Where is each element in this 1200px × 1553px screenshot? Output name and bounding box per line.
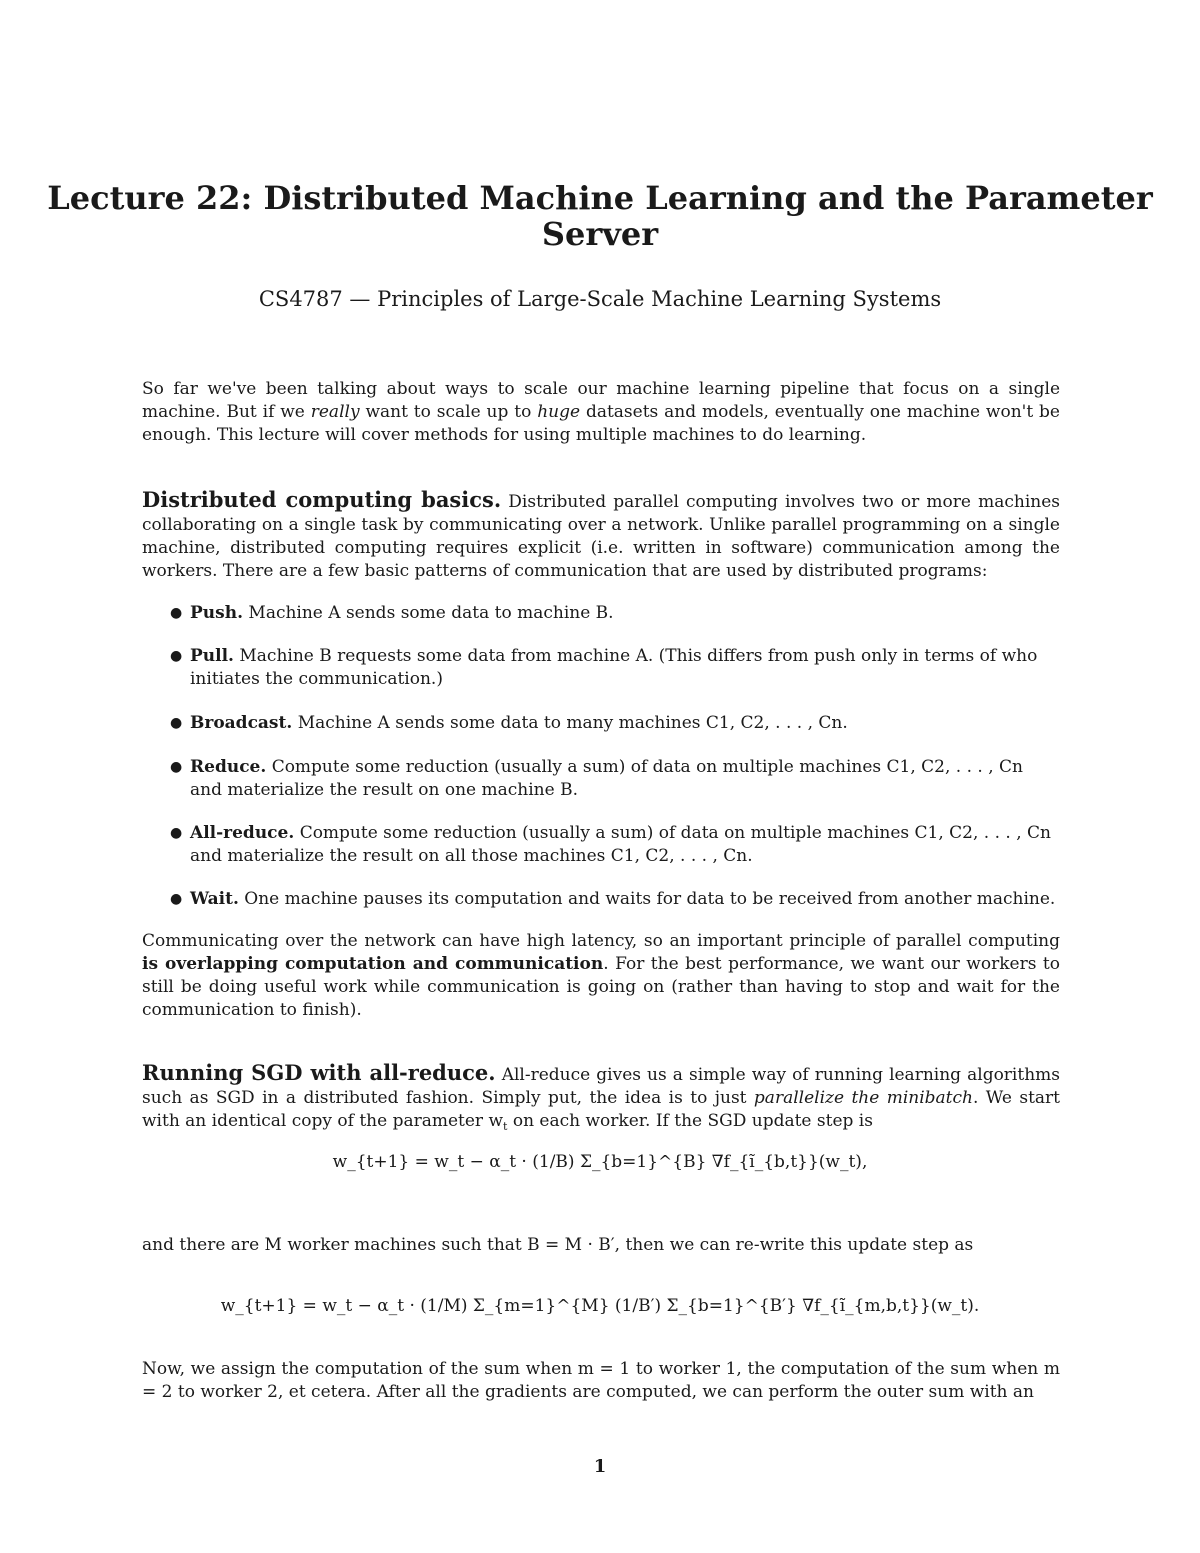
- section-sgd-allreduce: [142, 1061, 1060, 1138]
- list-item: [142, 756, 1060, 802]
- list-item: [142, 712, 1060, 735]
- bullet-icon: ●: [170, 891, 183, 907]
- intro-paragraph: [142, 378, 1060, 447]
- overlap-text-1: Communicating over the network can have high latency, so an important principle of parallel computing: [142, 931, 1060, 951]
- list-item-label: Broadcast.: [190, 713, 293, 733]
- list-item-text: One machine pauses its computation and waits for data to be received from another machine.: [244, 889, 1056, 909]
- list-item: [142, 602, 1060, 625]
- closing-text: Now, we assign the computation of the sum when m = 1 to worker 1, the computation of the sum when m = 2 to worker 2, et cetera. After all the gradients are computed, we can perform the outer sum with an: [142, 1359, 1060, 1402]
- mid-text: and there are M worker machines such that B = M · B′, then we can re-write this update step as: [142, 1235, 974, 1255]
- page-subtitle: CS4787 — Principles of Large-Scale Machine Learning Systems: [258, 287, 942, 311]
- overlap-paragraph: [142, 930, 1060, 1022]
- intro-emphasis-really: really: [310, 402, 360, 422]
- list-item-label: Wait.: [190, 889, 239, 909]
- overlap-bold: is overlapping computation and communication: [142, 954, 604, 974]
- section-text-2: . We start with an identical copy of the parameter w: [142, 1088, 1060, 1131]
- list-item-text: Machine A sends some data to machine B.: [248, 603, 614, 623]
- bullet-icon: ●: [170, 605, 183, 621]
- section-distributed-basics: [142, 488, 1060, 583]
- page-title: Lecture 22: Distributed Machine Learning and the Parameter Server: [47, 179, 1153, 253]
- equation-text: w_{t+1} = w_t − α_t · (1/B) Σ_{b=1}^{B} ∇f_{ĩ_{b,t}}(w_t),: [332, 1152, 868, 1172]
- section-text-3: on each worker. If the SGD update step is: [507, 1111, 873, 1131]
- equation-sgd-update: [0, 1152, 1200, 1172]
- intro-text-1: So far we've been talking about ways to scale our machine learning pipeline that focus on a single machine. But if we: [142, 379, 1060, 422]
- section-text-1: All-reduce gives us a simple way of running learning algorithms such as SGD in a distributed fashion. Simply put, the idea is to just: [142, 1065, 1060, 1108]
- list-item-text: Compute some reduction (usually a sum) of data on multiple machines C1, C2, . . . , Cn and materialize the result on all those machines C1, C2, . . . , Cn.: [190, 823, 1051, 866]
- intro-text-3: datasets and models, eventually one machine won't be enough. This lecture will cover methods for using multiple machines to do learning.: [142, 402, 1060, 445]
- page-number: 1: [593, 1456, 607, 1477]
- list-item-text: Machine B requests some data from machine A. (This differs from push only in terms of who initiates the communication.): [190, 646, 1038, 689]
- mid-paragraph: [142, 1234, 1060, 1257]
- list-item-text: Compute some reduction (usually a sum) of data on multiple machines C1, C2, . . . , Cn and materialize the result on one machine B.: [190, 757, 1023, 800]
- intro-text-2: want to scale up to: [359, 402, 538, 422]
- list-item: [142, 822, 1060, 868]
- bullet-icon: ●: [170, 715, 183, 731]
- equation-text: w_{t+1} = w_t − α_t · (1/M) Σ_{m=1}^{M} (1/B′) Σ_{b=1}^{B′} ∇f_{ĩ_{m,b,t}}(w_t).: [220, 1296, 980, 1316]
- list-item: [142, 645, 1060, 691]
- list-item-label: Push.: [190, 603, 243, 623]
- equation-distributed-update: [0, 1296, 1200, 1316]
- intro-emphasis-huge: huge: [537, 402, 581, 422]
- list-item: [142, 888, 1060, 911]
- subscript: t: [503, 1120, 508, 1133]
- list-item-text: Machine A sends some data to many machines C1, C2, . . . , Cn.: [297, 713, 848, 733]
- bullet-icon: ●: [170, 759, 183, 775]
- section-emphasis: parallelize the minibatch: [753, 1088, 973, 1108]
- list-item-label: Reduce.: [190, 757, 267, 777]
- section-heading: Running SGD with all-reduce.: [142, 1060, 496, 1085]
- list-item-label: Pull.: [190, 646, 234, 666]
- bullet-icon: ●: [170, 648, 183, 664]
- closing-paragraph: [142, 1358, 1060, 1404]
- list-item-label: All-reduce.: [190, 823, 295, 843]
- section-heading: Distributed computing basics.: [142, 487, 502, 512]
- section-body: Distributed parallel computing involves two or more machines collaborating on a single task by communicating over a network. Unlike parallel programming on a single machine, distributed computing requires explicit (i.e. written in software) communication among the workers. There are a few basic patterns of communication that are used by distributed programs:: [142, 492, 1060, 581]
- overlap-text-2: . For the best performance, we want our workers to still be doing useful work while communication is going on (rather than having to stop and wait for the communication to finish).: [142, 954, 1060, 1020]
- bullet-icon: ●: [170, 825, 183, 841]
